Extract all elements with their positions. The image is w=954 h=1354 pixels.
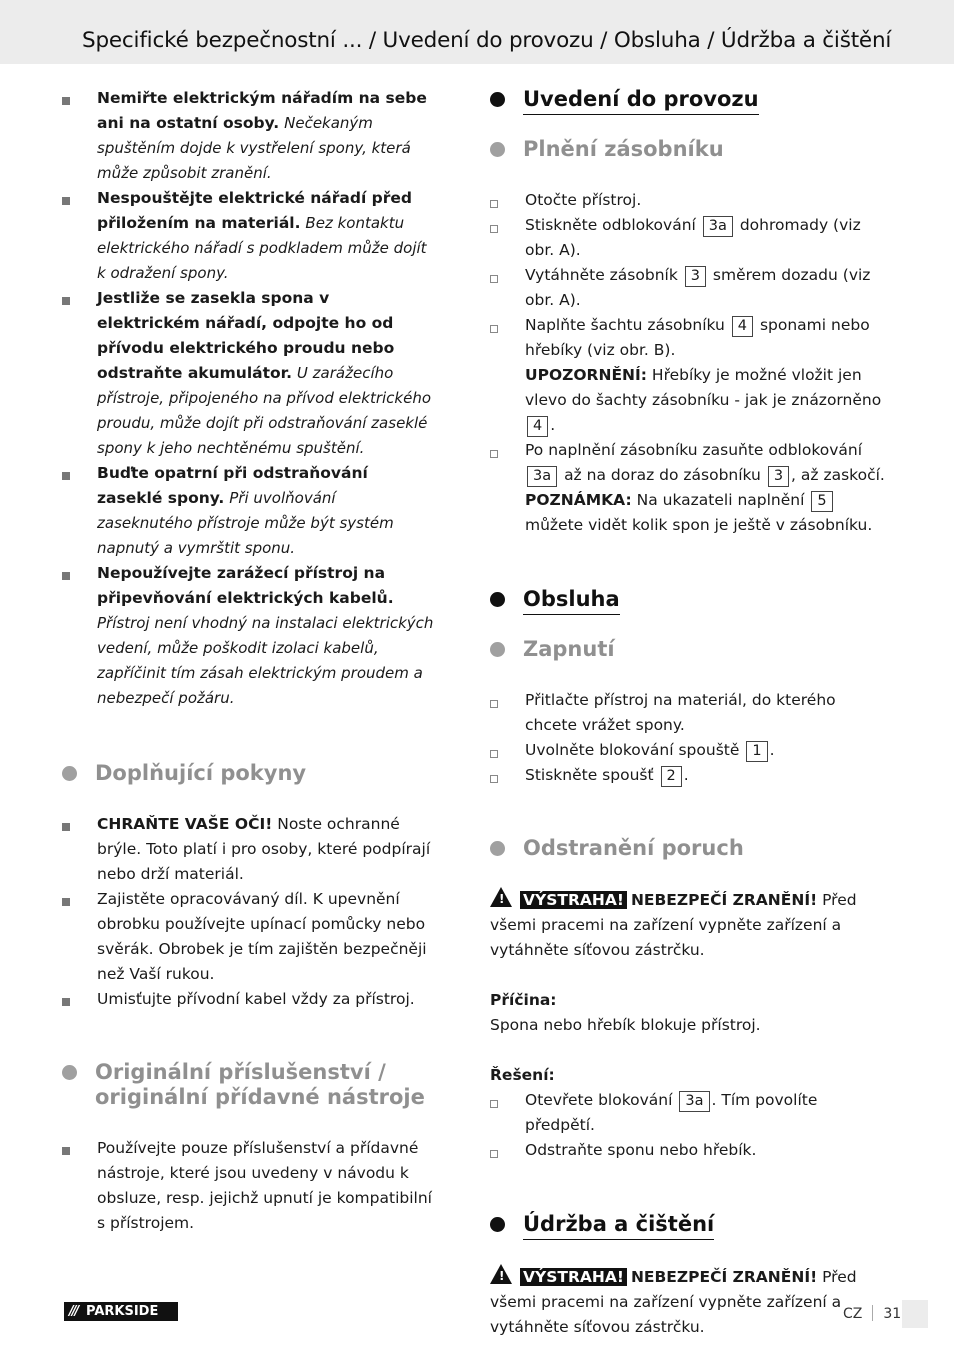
bullet-square-icon (62, 572, 70, 580)
subsection-heading: Odstranění poruch (490, 836, 890, 861)
bullet-square-icon (62, 197, 70, 205)
list-item: Otočte přístroj. (490, 188, 890, 213)
section-heading: Originální příslušenství / originální přídavné nástroje (62, 1060, 434, 1110)
list-item: Vytáhněte zásobník 3 směrem dozadu (viz obr. A). (490, 263, 890, 313)
list-item: Nepoužívejte zarážecí přístroj na připevňování elektrických kabelů. Přístroj není vhodný na instalaci elektrických vedení, může poškodit izolaci kabelů, zapříčinit tím zásah elektrickým proudem a nebezpečí požáru. (62, 561, 434, 711)
page-title: Specifické bezpečnostní ... / Uvedení do provozu / Obsluha / Údržba a čištění (82, 28, 892, 53)
part-number-box: 3 (768, 466, 789, 487)
list-item: CHRAŇTE VAŠE OČI! Noste ochranné brýle. Toto platí i pro osoby, které podpírají nebo drží materiál. (62, 812, 434, 887)
list-item: Naplňte šachtu zásobníku 4 sponami nebo hřebíky (viz obr. B). UPOZORNĚNÍ: Hřebíky je možné vložit jen vlevo do šachty zásobníku - jak je znázorněno 4 . (490, 313, 890, 438)
page-header (0, 0, 954, 64)
bullet-square-icon (62, 1147, 70, 1155)
bullet-box-icon (490, 700, 498, 708)
bullet-square-icon (62, 97, 70, 105)
warning-triangle-icon: ! (490, 887, 512, 907)
section-heading: Doplňující pokyny (62, 761, 434, 786)
bullet-box-icon (490, 1150, 498, 1158)
part-number-box: 3a (703, 216, 733, 237)
part-number-box: 3a (679, 1091, 709, 1112)
section-dot-icon (490, 592, 505, 607)
parkside-logo: /// PARKSIDE (64, 1302, 178, 1321)
list-item: Uvolněte blokování spouště 1 . (490, 738, 890, 763)
warning-triangle-icon: ! (490, 1264, 512, 1284)
bullet-box-icon (490, 450, 498, 458)
bullet-box-icon (490, 775, 498, 783)
list-item: Otevřete blokování 3a . Tím povolíte předpětí. (490, 1088, 890, 1138)
warning-paragraph: ! VÝSTRAHA! NEBEZPEČÍ ZRANĚNÍ! Před všemi pracemi na zařízení vypněte zařízení a vytáhněte síťovou zástrčku. (490, 1264, 890, 1340)
bullet-square-icon (62, 297, 70, 305)
part-number-box: 1 (746, 741, 767, 762)
divider (872, 1305, 873, 1321)
section-dot-icon (490, 841, 505, 856)
left-column (62, 86, 434, 1236)
warning-label: VÝSTRAHA! (520, 891, 627, 909)
page-info (843, 1305, 901, 1322)
subsection-heading: Plnění zásobníku (490, 137, 890, 162)
list-item: Stiskněte odblokování 3a dohromady (viz obr. A). (490, 213, 890, 263)
list-item: Nespouštějte elektrické nářadí před přiložením na materiál. Bez kontaktu elektrického nářadí s podkladem může dojít k odražení spony. (62, 186, 434, 286)
part-number-box: 3a (527, 466, 557, 487)
list-item: Stiskněte spoušť 2 . (490, 763, 890, 788)
list-item: Zajistěte opracovávaný díl. K upevnění obrobku používejte upínací pomůcky nebo svěrák. Obrobek je tím zajištěn bezpečněji než Vaší rukou. (62, 887, 434, 987)
right-column (490, 86, 890, 1340)
list-item: Odstraňte sponu nebo hřebík. (490, 1138, 890, 1163)
section-heading: Obsluha (490, 586, 890, 615)
list-item: Používejte pouze příslušenství a přídavné nástroje, které jsou uvedeny v návodu k obsluze, resp. jejichž upnutí je kompatibilní s přístrojem. (62, 1136, 434, 1236)
section-dot-icon (490, 642, 505, 657)
solution-label: Řešení: (490, 1066, 555, 1084)
bullet-box-icon (490, 275, 498, 283)
bullet-box-icon (490, 225, 498, 233)
section-dot-icon (62, 766, 77, 781)
cause-text: Spona nebo hřebík blokuje přístroj. (490, 1016, 761, 1034)
section-dot-icon (490, 92, 505, 107)
section-dot-icon (490, 142, 505, 157)
bullet-square-icon (62, 472, 70, 480)
subsection-heading: Zapnutí (490, 637, 890, 662)
list-item: Přitlačte přístroj na materiál, do kterého chcete vrážet spony. (490, 688, 890, 738)
section-heading: Uvedení do provozu (490, 86, 890, 115)
bullet-box-icon (490, 750, 498, 758)
page-corner-box (902, 1300, 928, 1328)
section-dot-icon (490, 1217, 505, 1232)
page-number: 31 (883, 1306, 902, 1322)
bullet-box-icon (490, 200, 498, 208)
part-number-box: 4 (732, 316, 753, 337)
bullet-square-icon (62, 823, 70, 831)
list-item: Nemiřte elektrickým nářadím na sebe ani na ostatní osoby. Nečekaným spuštěním dojde k vystřelení spony, která může způsobit zranění. (62, 86, 434, 186)
part-number-box: 4 (527, 416, 548, 437)
list-item: Buďte opatrní při odstraňování zaseklé spony. Při uvolňování zaseknutého přístroje může být systém napnutý a vymrštit sponu. (62, 461, 434, 561)
part-number-box: 5 (811, 491, 832, 512)
section-dot-icon (62, 1065, 77, 1080)
list-item: Umisťujte přívodní kabel vždy za přístroj. (62, 987, 434, 1012)
bullet-square-icon (62, 898, 70, 906)
bullet-box-icon (490, 325, 498, 333)
cause-label: Příčina: (490, 991, 557, 1009)
bullet-square-icon (62, 998, 70, 1006)
warning-paragraph: ! VÝSTRAHA! NEBEZPEČÍ ZRANĚNÍ! Před všemi pracemi na zařízení vypněte zařízení a vytáhněte síťovou zástrčku. (490, 887, 890, 963)
list-item: Po naplnění zásobníku zasuňte odblokování 3a až na doraz do zásobníku 3 , až zaskočí. POZNÁMKA: Na ukazateli naplnění 5 můžete vidět kolik spon je ještě v zásobníku. (490, 438, 890, 538)
list-item: Jestliže se zasekla spona v elektrickém nářadí, odpojte ho od přívodu elektrického proudu nebo odstraňte akumulátor. U zarážecího přístroje, připojeného na přívod elektrického proudu, může dojít při odstraňování zaseklé spony k jeho nechtěnému spuštění. (62, 286, 434, 461)
bullet-box-icon (490, 1100, 498, 1108)
part-number-box: 3 (685, 266, 706, 287)
part-number-box: 2 (661, 766, 682, 787)
warning-label: VÝSTRAHA! (520, 1268, 627, 1286)
language-code: CZ (843, 1306, 863, 1322)
section-heading: Údržba a čištění (490, 1211, 890, 1240)
